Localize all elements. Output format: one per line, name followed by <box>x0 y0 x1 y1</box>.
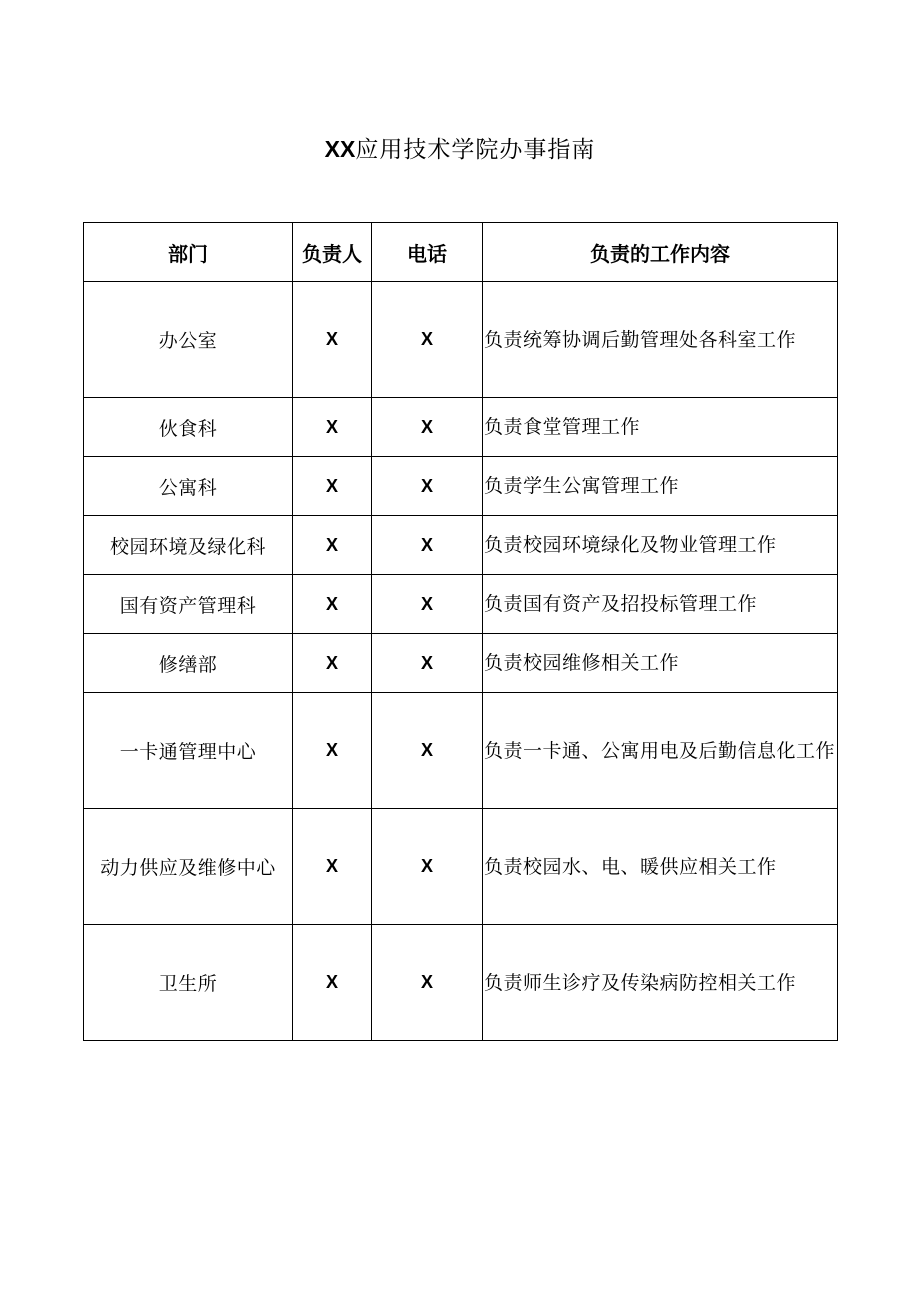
table-row <box>84 809 838 925</box>
phone-cell: X <box>372 809 483 925</box>
duties-cell: 负责校园环境绿化及物业管理工作 <box>483 516 838 575</box>
table-row <box>84 282 838 398</box>
department-cell: 一卡通管理中心 <box>84 693 293 809</box>
title-prefix: XX <box>324 136 356 162</box>
table-row <box>84 693 838 809</box>
department-cell: 伙食科 <box>84 398 293 457</box>
person-cell: X <box>293 282 372 398</box>
duties-cell: 负责国有资产及招投标管理工作 <box>483 575 838 634</box>
phone-cell: X <box>372 516 483 575</box>
department-cell: 校园环境及绿化科 <box>84 516 293 575</box>
title-main: 应用技术学院办事指南 <box>355 137 596 163</box>
table-row <box>84 925 838 1041</box>
table-row <box>84 516 838 575</box>
header-row <box>84 223 838 282</box>
department-cell: 动力供应及维修中心 <box>84 809 293 925</box>
table-row <box>84 398 838 457</box>
department-cell: 修缮部 <box>84 634 293 693</box>
phone-cell: X <box>372 693 483 809</box>
duties-cell: 负责校园维修相关工作 <box>483 634 838 693</box>
phone-cell: X <box>372 634 483 693</box>
person-cell: X <box>293 634 372 693</box>
duties-cell: 负责学生公寓管理工作 <box>483 457 838 516</box>
duties-cell: 负责统筹协调后勤管理处各科室工作 <box>483 282 838 398</box>
duties-cell: 负责校园水、电、暖供应相关工作 <box>483 809 838 925</box>
table-row <box>84 457 838 516</box>
person-cell: X <box>293 398 372 457</box>
person-cell: X <box>293 457 372 516</box>
phone-cell: X <box>372 398 483 457</box>
phone-cell: X <box>372 575 483 634</box>
page-title <box>0 132 920 167</box>
department-cell: 办公室 <box>84 282 293 398</box>
table-row <box>84 575 838 634</box>
guide-table <box>83 222 838 1041</box>
person-cell: X <box>293 693 372 809</box>
department-cell: 卫生所 <box>84 925 293 1041</box>
person-cell: X <box>293 925 372 1041</box>
phone-cell: X <box>372 457 483 516</box>
person-cell: X <box>293 575 372 634</box>
header-department: 部门 <box>84 223 293 282</box>
department-cell: 公寓科 <box>84 457 293 516</box>
phone-cell: X <box>372 925 483 1041</box>
person-cell: X <box>293 809 372 925</box>
phone-cell: X <box>372 282 483 398</box>
header-phone: 电话 <box>372 223 483 282</box>
duties-cell: 负责食堂管理工作 <box>483 398 838 457</box>
header-person-in-charge: 负责人 <box>293 223 372 282</box>
person-cell: X <box>293 516 372 575</box>
header-duties: 负责的工作内容 <box>483 223 838 282</box>
duties-cell: 负责一卡通、公寓用电及后勤信息化工作 <box>483 693 838 809</box>
department-cell: 国有资产管理科 <box>84 575 293 634</box>
duties-cell: 负责师生诊疗及传染病防控相关工作 <box>483 925 838 1041</box>
table-row <box>84 634 838 693</box>
